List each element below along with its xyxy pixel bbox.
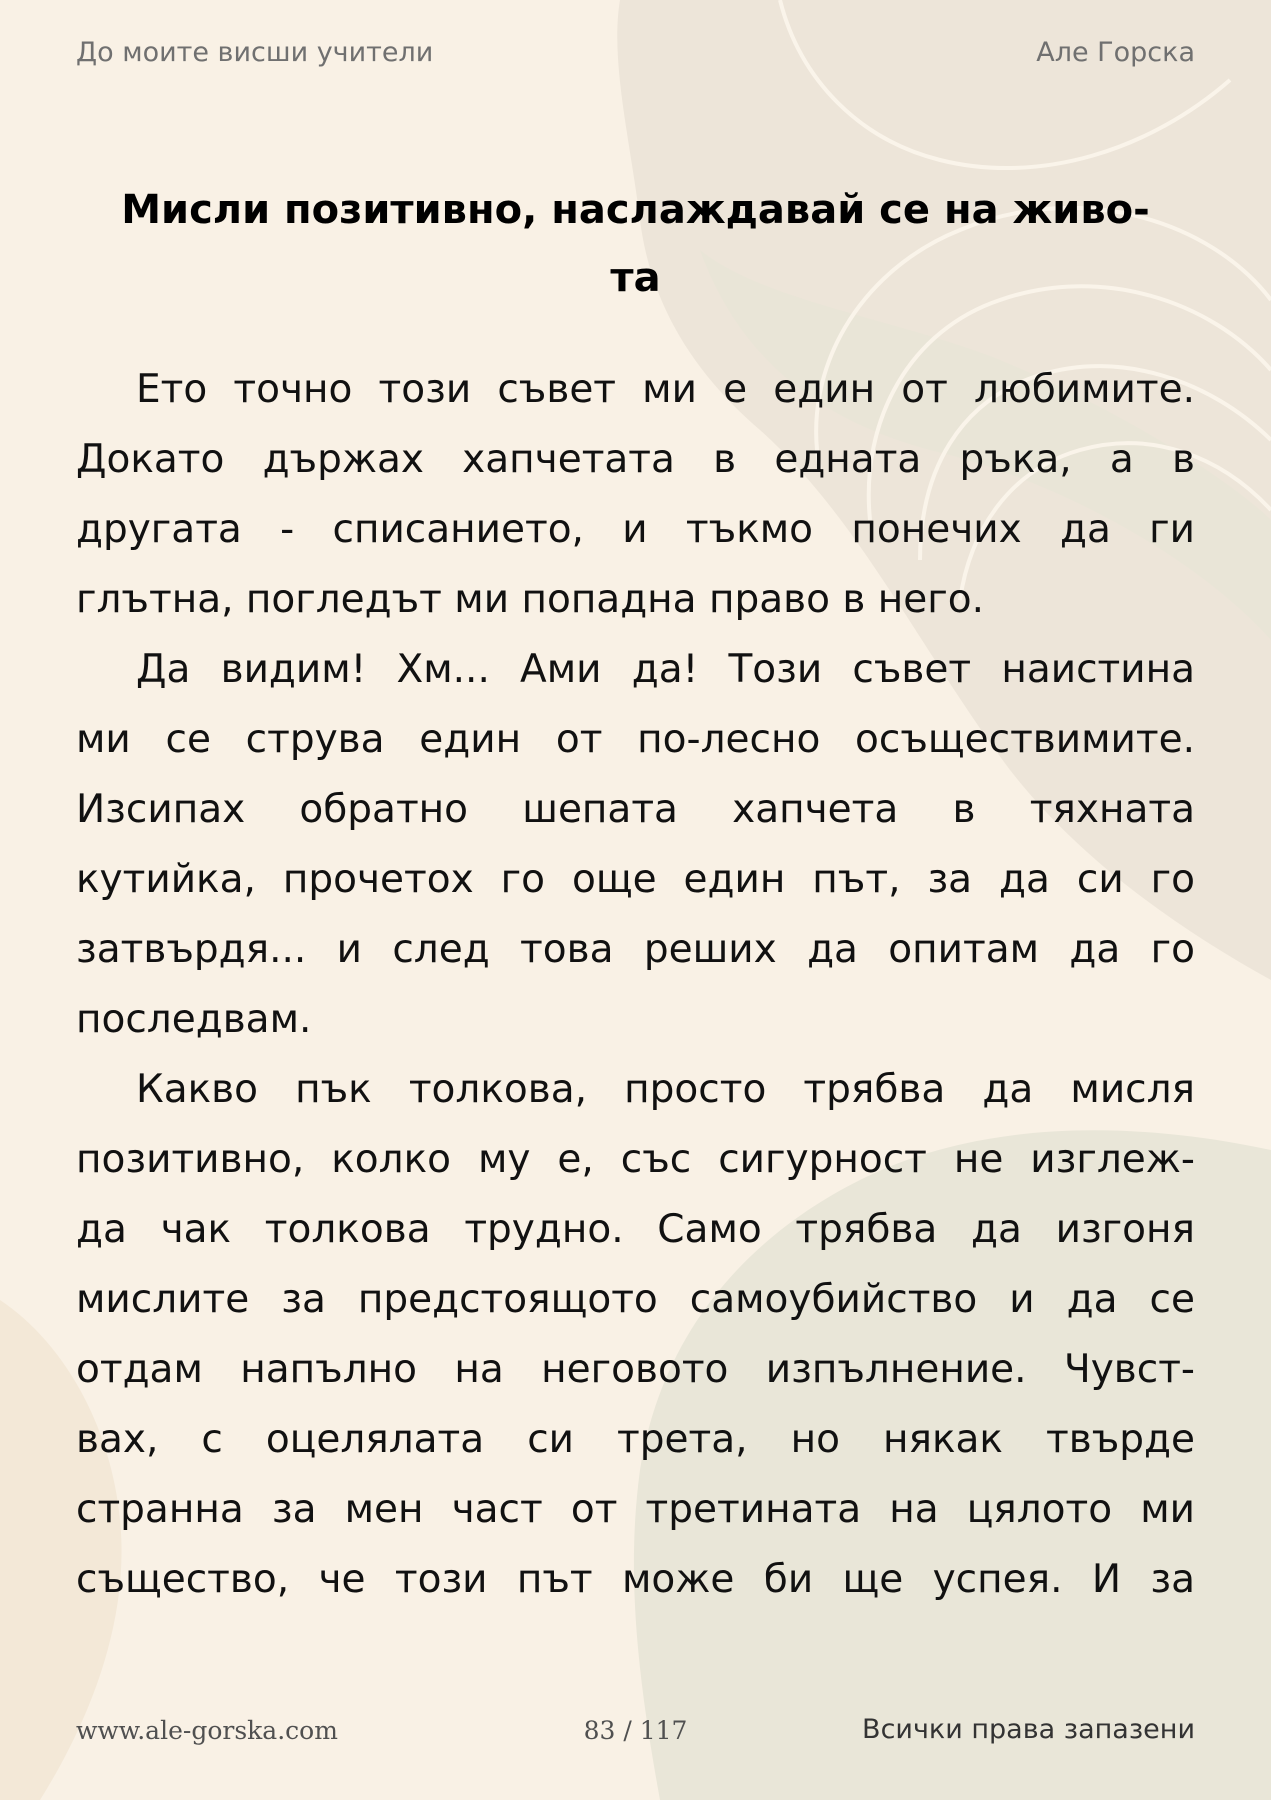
book-title: До моите висши учители [76,36,434,68]
chapter-title [76,176,1195,312]
text-line: последвам. [76,997,312,1042]
page-footer [76,1712,1195,1752]
text-line: Изсипах обратно шепата хапчета в тяхната [76,787,1195,832]
text-line: Ето точно този съвет ми е един от любимите. [136,367,1195,412]
text-line: позитивно, колко му е, със сигурност не изглеж- [76,1137,1195,1182]
copyright-notice: Всички права запазени [862,1714,1195,1745]
chapter-title-line: та [610,255,661,301]
text-line: другата - списанието, и тъкмо понечих да ги [76,507,1195,552]
website-link[interactable]: www.ale-gorska.com [76,1716,338,1745]
page-number: 83 / 117 [583,1716,688,1745]
text-line: ми се струва един от по-лесно осъществимите. [76,717,1195,762]
text-line: затвърдя... и след това реших да опитам да го [76,927,1195,972]
text-line: отдам напълно на неговото изпълнение. Чувст- [76,1347,1195,1392]
text-line: Докато държах хапчетата в едната ръка, а в [76,437,1195,482]
text-line: странна за мен част от третината на цялото ми [76,1487,1195,1532]
text-line: да чак толкова трудно. Само трябва да изгоня [76,1207,1195,1252]
text-line: мислите за предстоящото самоубийство и да се [76,1277,1195,1322]
running-header [76,34,1195,70]
text-line: Да видим! Хм... Ами да! Този съвет наистина [136,647,1195,692]
text-line: вах, с оцелялата си трета, но някак твърде [76,1417,1195,1462]
text-line: кутийка, прочетох го още един път, за да си го [76,857,1195,902]
author-name: Але Горска [1036,36,1195,68]
chapter-title-line: Мисли позитивно, наслаждавай се на живо- [121,187,1150,233]
text-line: Какво пък толкова, просто трябва да мисля [136,1067,1195,1112]
text-line: глътна, погледът ми попадна право в него. [76,577,984,622]
text-line: същество, че този път може би ще успея. И за [76,1557,1195,1602]
chapter-body [76,355,1195,1615]
